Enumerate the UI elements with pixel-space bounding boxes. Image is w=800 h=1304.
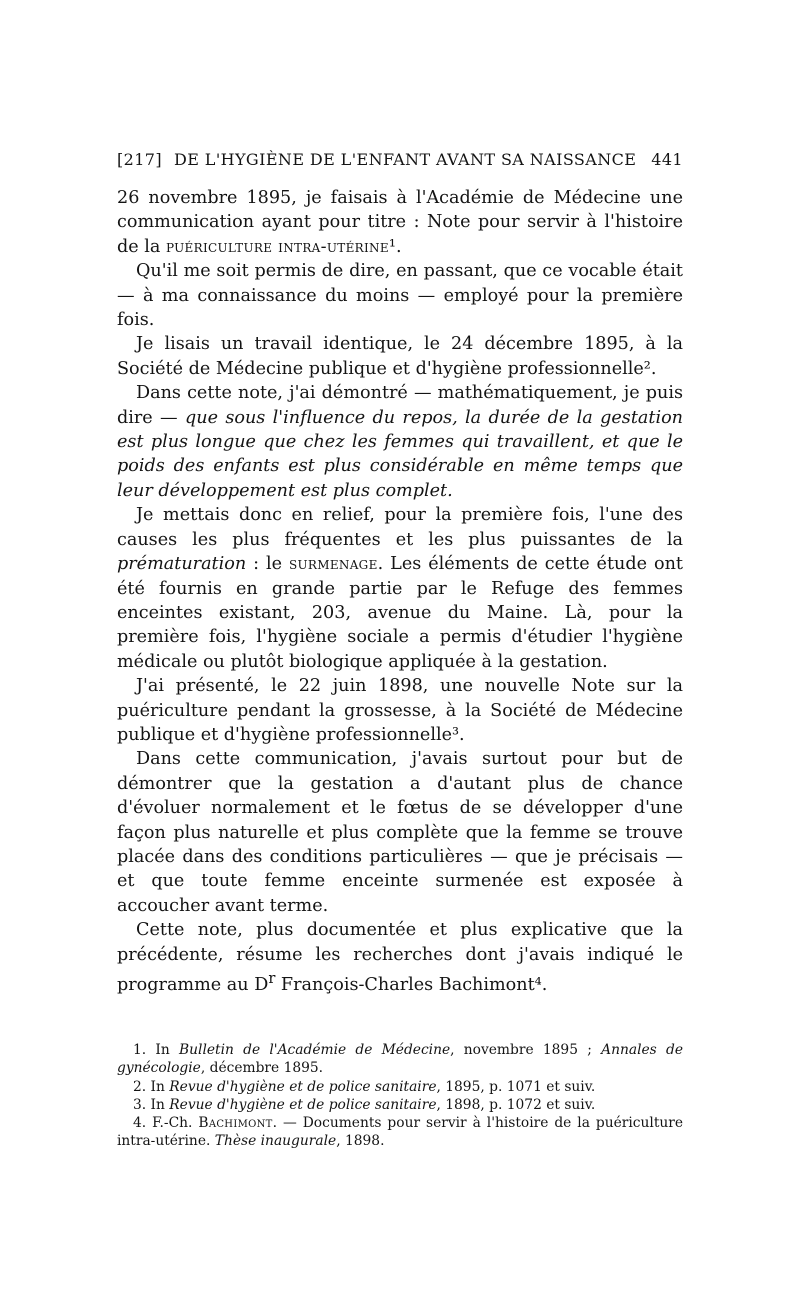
paragraph-1: 26 novembre 1895, je faisais à l'Académie de Médecine une communication ayant pour titre : Note pour servir à l'histoire de la puériculture intra-utérine¹. bbox=[117, 188, 683, 257]
running-title: DE L'HYGIÈNE DE L'ENFANT AVANT SA NAISSANCE bbox=[174, 150, 637, 169]
footnote-4: 4. F.-Ch. Bachimont. — Documents pour servir à l'histoire de la puériculture intra-utérine. Thèse inaugurale, 1898. bbox=[117, 1115, 684, 1150]
paragraph-4: Dans cette note, j'ai démontré — mathématiquement, je puis dire — que sous l'influence du repos, la durée de la gestation est plus longue que chez les femmes qui travaillent, et que le poids des enfants est plus considérable en même temps que leur développement est plus complet. bbox=[117, 383, 683, 501]
small-caps-term: puériculture intra-utérine bbox=[165, 236, 389, 257]
footnotes bbox=[117, 1041, 683, 1151]
page-number: 441 bbox=[651, 150, 683, 169]
section-ref: [217] bbox=[117, 150, 163, 169]
footnote-3: 3. In Revue d'hygiène et de police sanitaire, 1898, p. 1072 et suiv. bbox=[133, 1096, 596, 1113]
italic-finding: que sous l'influence du repos, la durée de la gestation est plus longue que chez les femmes qui travaillent, et que le poids des enfants est plus considérable en même temps que leur développement est plus complet. bbox=[117, 407, 683, 501]
running-header bbox=[117, 146, 683, 174]
paragraph-2: Qu'il me soit permis de dire, en passant, que ce vocable était — à ma connaissance du moins — employé pour la première fois. bbox=[117, 261, 683, 331]
main-text bbox=[117, 186, 683, 997]
small-caps-term: surmenage bbox=[289, 554, 378, 575]
paragraph-6: J'ai présenté, le 22 juin 1898, une nouvelle Note sur la puériculture pendant la grossesse, à la Société de Médecine publique et d'hygiène professionnelle³. bbox=[117, 676, 683, 745]
paragraph-5: Je mettais donc en relief, pour la première fois, l'une des causes les plus fréquentes et les plus puissantes de la prématuration : le surmenage. Les éléments de cette étude ont été fournis en grande partie par le Refuge des femmes enceintes existant, 203, avenue du Maine. Là, pour la première fois, l'hygiène sociale a permis d'étudier l'hygiène médicale ou plutôt biologique appliquée à la gestation. bbox=[117, 505, 683, 672]
footnote-2: 2. In Revue d'hygiène et de police sanitaire, 1895, p. 1071 et suiv. bbox=[133, 1078, 596, 1095]
footnote-1: 1. In Bulletin de l'Académie de Médecine, novembre 1895 ; Annales de gynécologie, décembre 1895. bbox=[117, 1042, 683, 1077]
paragraph-7: Dans cette communication, j'avais surtout pour but de démontrer que la gestation a d'autant plus de chance d'évoluer normalement et le fœtus de se développer d'une façon plus naturelle et plus complète que la femme se trouve placée dans des conditions particulières — que je précisais — et que toute femme enceinte surmenée est exposée à accoucher avant terme. bbox=[117, 749, 683, 916]
paragraph-8: Cette note, plus documentée et plus explicative que la précédente, résume les recherches dont j'avais indiqué le programme au $D^r$ François-Charles Bachimont⁴. bbox=[117, 920, 683, 995]
paragraph-3: Je lisais un travail identique, le 24 décembre 1895, à la Société de Médecine publique et d'hygiène professionnelle². bbox=[117, 334, 683, 379]
